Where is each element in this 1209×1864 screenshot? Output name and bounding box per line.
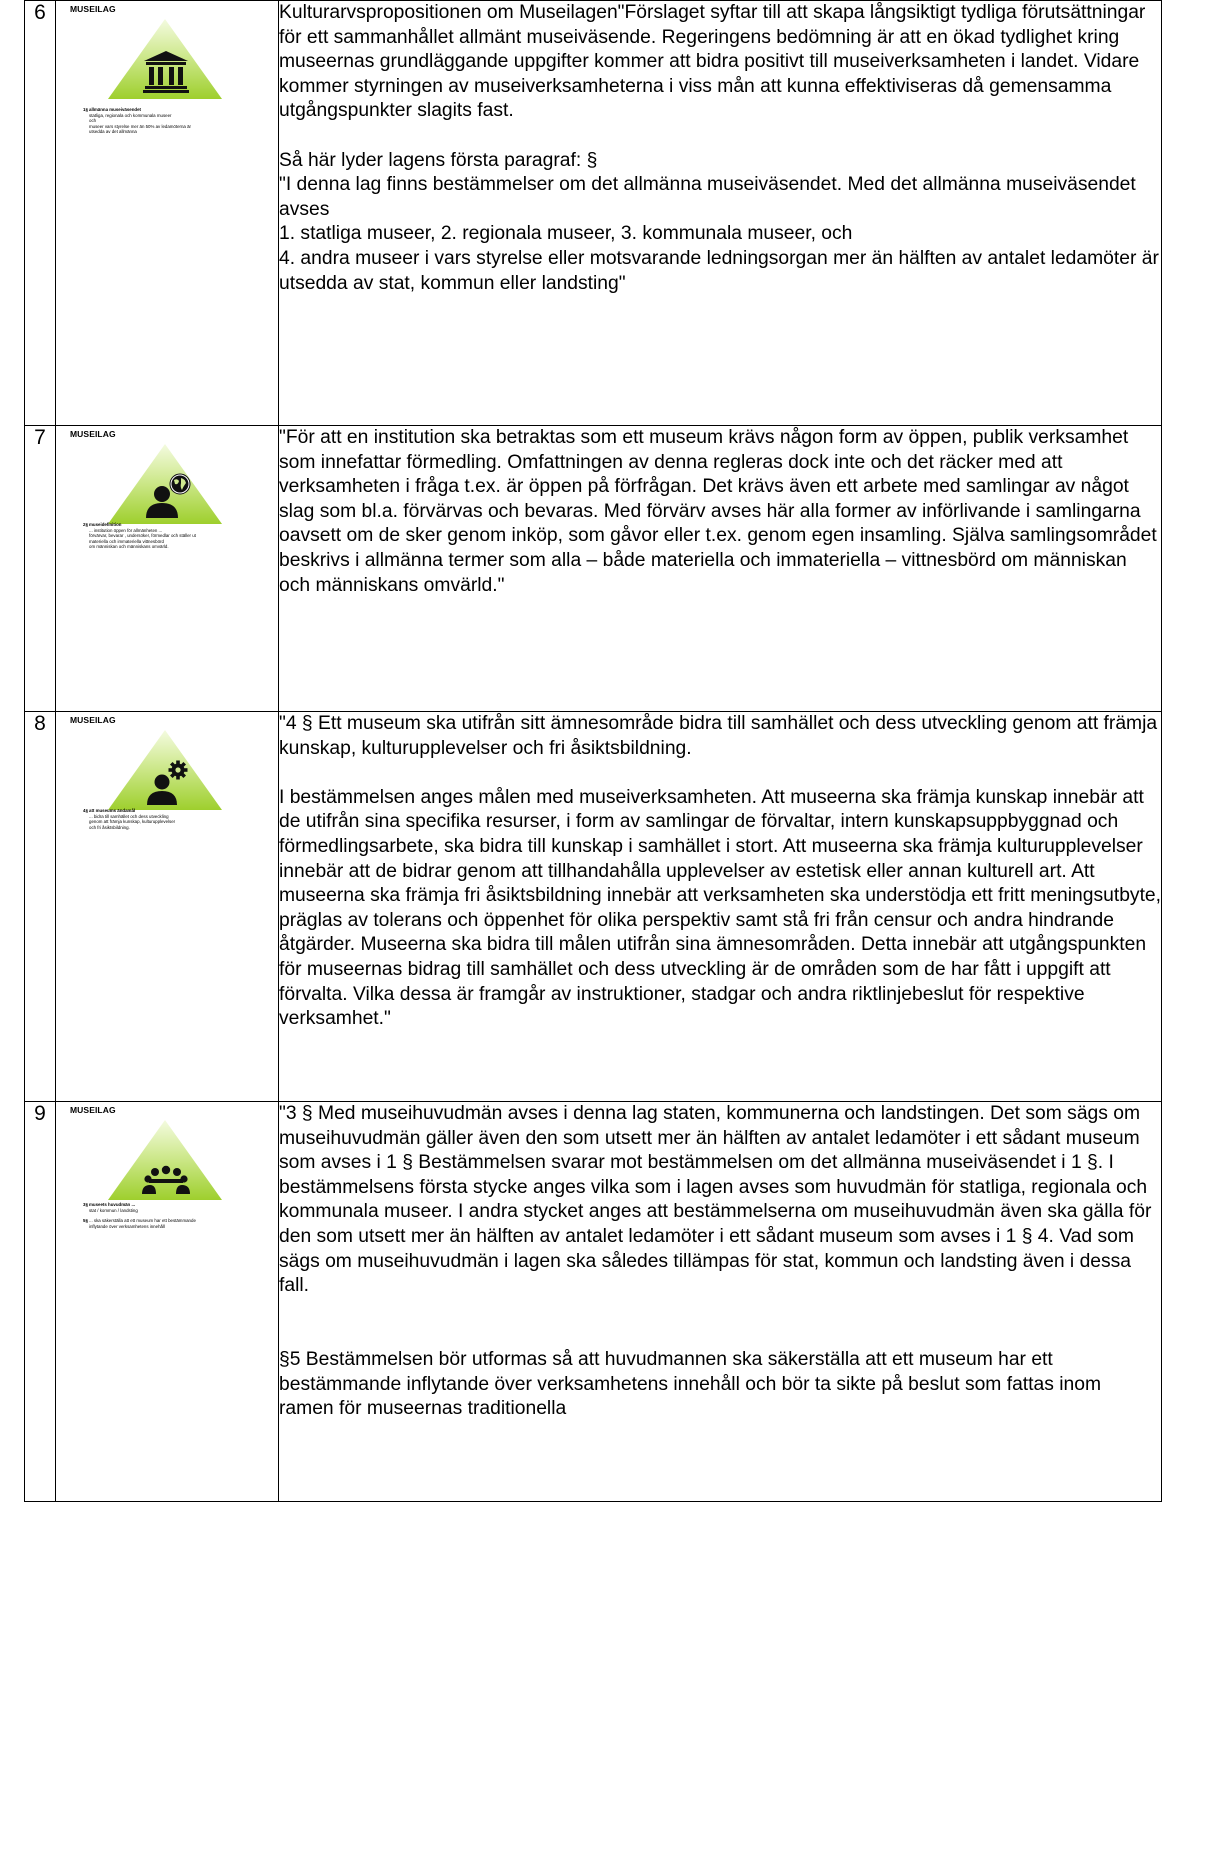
paragraph: I bestämmelsen anges målen med museiverksamheten. Att museerna ska främja kunskap innebär att de utifrån sina specifika resurser, i form av samlingar de förvaltar, intern kunskapsuppbyggnad och förmedlingsarbete, ska bidra till kunskap i samhället i stort. Att museerna ska främja kulturupplevelser innebär att de bidrar genom att tillhandahålla upplevelser av estetisk eller annan kulturell art. Att museerna ska främja fri åsiktsbildning innebär att verksamheten ska understödja ett fritt meningsutbyte, präglas av tolerans och öppenhet för olika perspektiv samt stå fri från censur och andra hindrande åtgärder. Museerna ska bidra till målen utifrån sina ämnesområden. Detta innebär att utgångspunkten för museernas bidrag till samhället och dess utveckling är de områden som de har fått i uppgift att förvalta. Vilka dessa är framgår av instruktioner, stadgar och andra riktlinjebeslut för respektive verksamhet.": [279, 786, 1162, 1030]
paragraph: §5 Bestämmelsen bör utformas så att huvudmannen ska säkerställa att ett museum har ett bestämmande inflytande över verksamhetens innehåll och bör ta sikte på beslut som fattas inom ramen för museernas traditionella: [279, 1348, 1102, 1420]
slide-title: MUSEILAG: [70, 715, 116, 725]
paragraph: Kulturarvspropositionen om Museilagen"Förslaget syftar till att skapa långsiktigt tydliga förutsättningar för ett sammanhållet allmänt museiväsende. Regeringens bedömning är att en ökad tydlighet kring museernas grundläggande uppgifter kommer att bidra positivt till museiverksamheten i landet. Vidare kommer styrningen av museiverksamheterna i viss mån att kunna effektiviseras då gemensamma utgångspunkter slagits fast.: [279, 2, 1146, 122]
paragraph-gap: [279, 124, 1161, 149]
table-row: [25, 1102, 1162, 1502]
paragraph: 1. statliga museer, 2. regionala museer, 3. kommunala museer, och: [279, 223, 853, 245]
slide-number: 7: [25, 426, 56, 712]
slide-caption: 2§ museidefinition ... institution öppen för allmänheten ... förvärvar, bevarar , undersöker, förmedlar och ställer ut materiella och immateriella vittnesbörd om människan och människans omvärld.: [83, 522, 196, 550]
notes-text: [279, 712, 1162, 1102]
slide-caption: 1§ allmänna museiväsendet statliga, regionala och kommunala museer och museer vars styrelse mer än 50% av ledamöterna är utsedda av det allmänna: [83, 107, 192, 135]
paragraph: "I denna lag finns bestämmelser om det allmänna museiväsendet. Med det allmänna museiväsendet avses: [279, 174, 1136, 220]
slide-title: MUSEILAG: [70, 1105, 116, 1115]
table-row: [25, 426, 1162, 712]
slide-caption: 3§ museets huvudmän ... stat / kommun / landsting 5§ ... ska säkerställa att ett museum har ett bestämmande inflytande över verksamhetens innehåll: [83, 1202, 196, 1229]
slide-thumbnail: [56, 426, 279, 712]
paragraph-gap: [279, 761, 1161, 786]
paragraph-gap: [279, 1299, 1161, 1324]
slide-number: 8: [25, 712, 56, 1102]
slide-thumbnail: [56, 1102, 279, 1502]
slide-title: MUSEILAG: [70, 4, 116, 14]
slide-title: MUSEILAG: [70, 429, 116, 439]
notes-text: [279, 1, 1162, 426]
paragraph: 4. andra museer i vars styrelse eller motsvarande ledningsorgan mer än hälften av antalet ledamöter är utsedda av stat, kommun eller landsting": [279, 247, 1159, 294]
museum-building-icon: [138, 47, 194, 95]
person-gear-icon: [138, 758, 194, 806]
notes-text: [279, 426, 1162, 712]
slide-number: 9: [25, 1102, 56, 1502]
paragraph-gap: [279, 1323, 1161, 1348]
notes-table: [24, 0, 1162, 1502]
paragraph: "För att en institution ska betraktas som ett museum krävs någon form av öppen, publik verksamhet som innefattar förmedling. Omfattningen av denna regleras dock inte och det räcker med att verksamheten i fråga t.ex. är öppen på förfrågan. Det krävs även ett arbete med samlingar av något slag som bl.a. förvärvas och bevaras. Med förvärv avses här alla former av införlivande i samlingarna oavsett om de sker genom inköp, som gåvor eller t.ex. genom egen insamling. Själva samlingsområdet beskrivs i allmänna termer som alla – både materiella och immateriella – vittnesbörd om människan och människans omvärld.": [279, 427, 1157, 596]
table-row: [25, 1, 1162, 426]
paragraph: "4 § Ett museum ska utifrån sitt ämnesområde bidra till samhället och dess utveckling genom att främja kunskap, kulturupplevelser och fri åsiktsbildning.: [279, 713, 1158, 759]
group-people-icon: [138, 1148, 194, 1196]
paragraph: "3 § Med museihuvudmän avses i denna lag staten, kommunerna och landstingen. Det som sägs om museihuvudmän gäller även den som utsett mer än hälften av antalet ledamöter i ett sådant museum som avses i 1 § Bestämmelsen svarar mot bestämmelsen om det allmänna museiväsendet i 1 §. I bestämmelsens första stycke anges vilka som i lagen avses som huvudmän för statliga, regionala och kommunala museer. I andra stycket anges att bestämmelserna om museihuvudmän även ska gälla för den som utsett mer än hälften av antalet ledamöter i ett sådant museum som avses i 1 § 4. Vad som sägs om museihuvudmän i lagen ska således tillämpas för stat, kommun och landsting även i dessa fall.: [279, 1103, 1152, 1297]
table-row: [25, 712, 1162, 1102]
slide-thumbnail: [56, 712, 279, 1102]
notes-text: [279, 1102, 1162, 1502]
slide-thumbnail: [56, 1, 279, 426]
slide-caption: 4§ att museums ändamål ... bidra till samhället och dess utveckling genom att främja kunskap, kulturupplevelser och fri åsiktsbildning.: [83, 808, 176, 830]
person-globe-icon: [138, 472, 194, 520]
paragraph: Så här lyder lagens första paragraf: §: [279, 149, 598, 171]
slide-number: 6: [25, 1, 56, 426]
